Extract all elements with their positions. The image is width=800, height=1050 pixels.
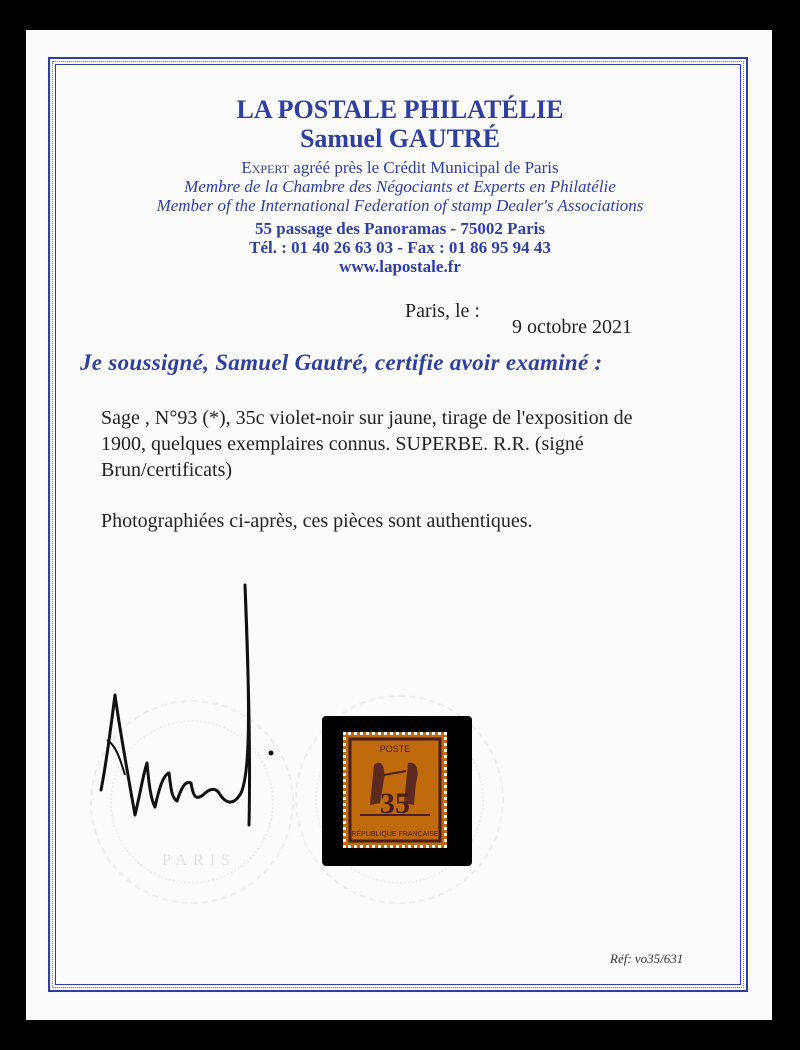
expert-name: Samuel GAUTRÉ xyxy=(299,124,501,153)
date-value: 9 octobre 2021 xyxy=(512,316,632,338)
date-label: Paris, le : xyxy=(405,300,480,322)
membership-en: Member of the International Federation of stamp Dealer's Associations xyxy=(156,196,644,215)
website: www.lapostale.fr xyxy=(339,257,461,276)
description-line-2: 1900, quelques exemplaires connus. SUPERBE. R.R. (signé xyxy=(101,433,584,455)
description-line-1: Sage , N°93 (*), 35c violet-noir sur jaune, tirage de l'exposition de xyxy=(101,407,633,429)
svg-text:POSTE: POSTE xyxy=(379,744,411,754)
signature xyxy=(85,575,295,840)
phone-fax: Tél. : 01 40 26 63 03 - Fax : 01 86 95 94 43 xyxy=(249,238,551,257)
embossed-seal-left: PARIS xyxy=(90,700,294,904)
certification-statement: Je soussigné, Samuel Gautré, certifie avoir examiné : xyxy=(80,350,603,375)
stamp-sage-35c xyxy=(343,732,447,848)
company-name: LA POSTALE PHILATÉLIE xyxy=(236,95,564,124)
svg-text:35: 35 xyxy=(380,787,410,820)
svg-text:RÉPUBLIQUE FRANÇAISE: RÉPUBLIQUE FRANÇAISE xyxy=(351,831,439,838)
description-line-3: Brun/certificats) xyxy=(101,459,233,481)
address: 55 passage des Panoramas - 75002 Paris xyxy=(255,219,545,238)
expert-credential: Expert agréé près le Crédit Municipal de Paris xyxy=(241,158,559,177)
membership-fr: Membre de la Chambre des Négociants et Experts en Philatélie xyxy=(184,177,616,196)
reference-number: Réf: vo35/631 xyxy=(610,951,684,966)
authenticity-statement: Photographiées ci-après, ces pièces sont authentiques. xyxy=(101,510,533,532)
